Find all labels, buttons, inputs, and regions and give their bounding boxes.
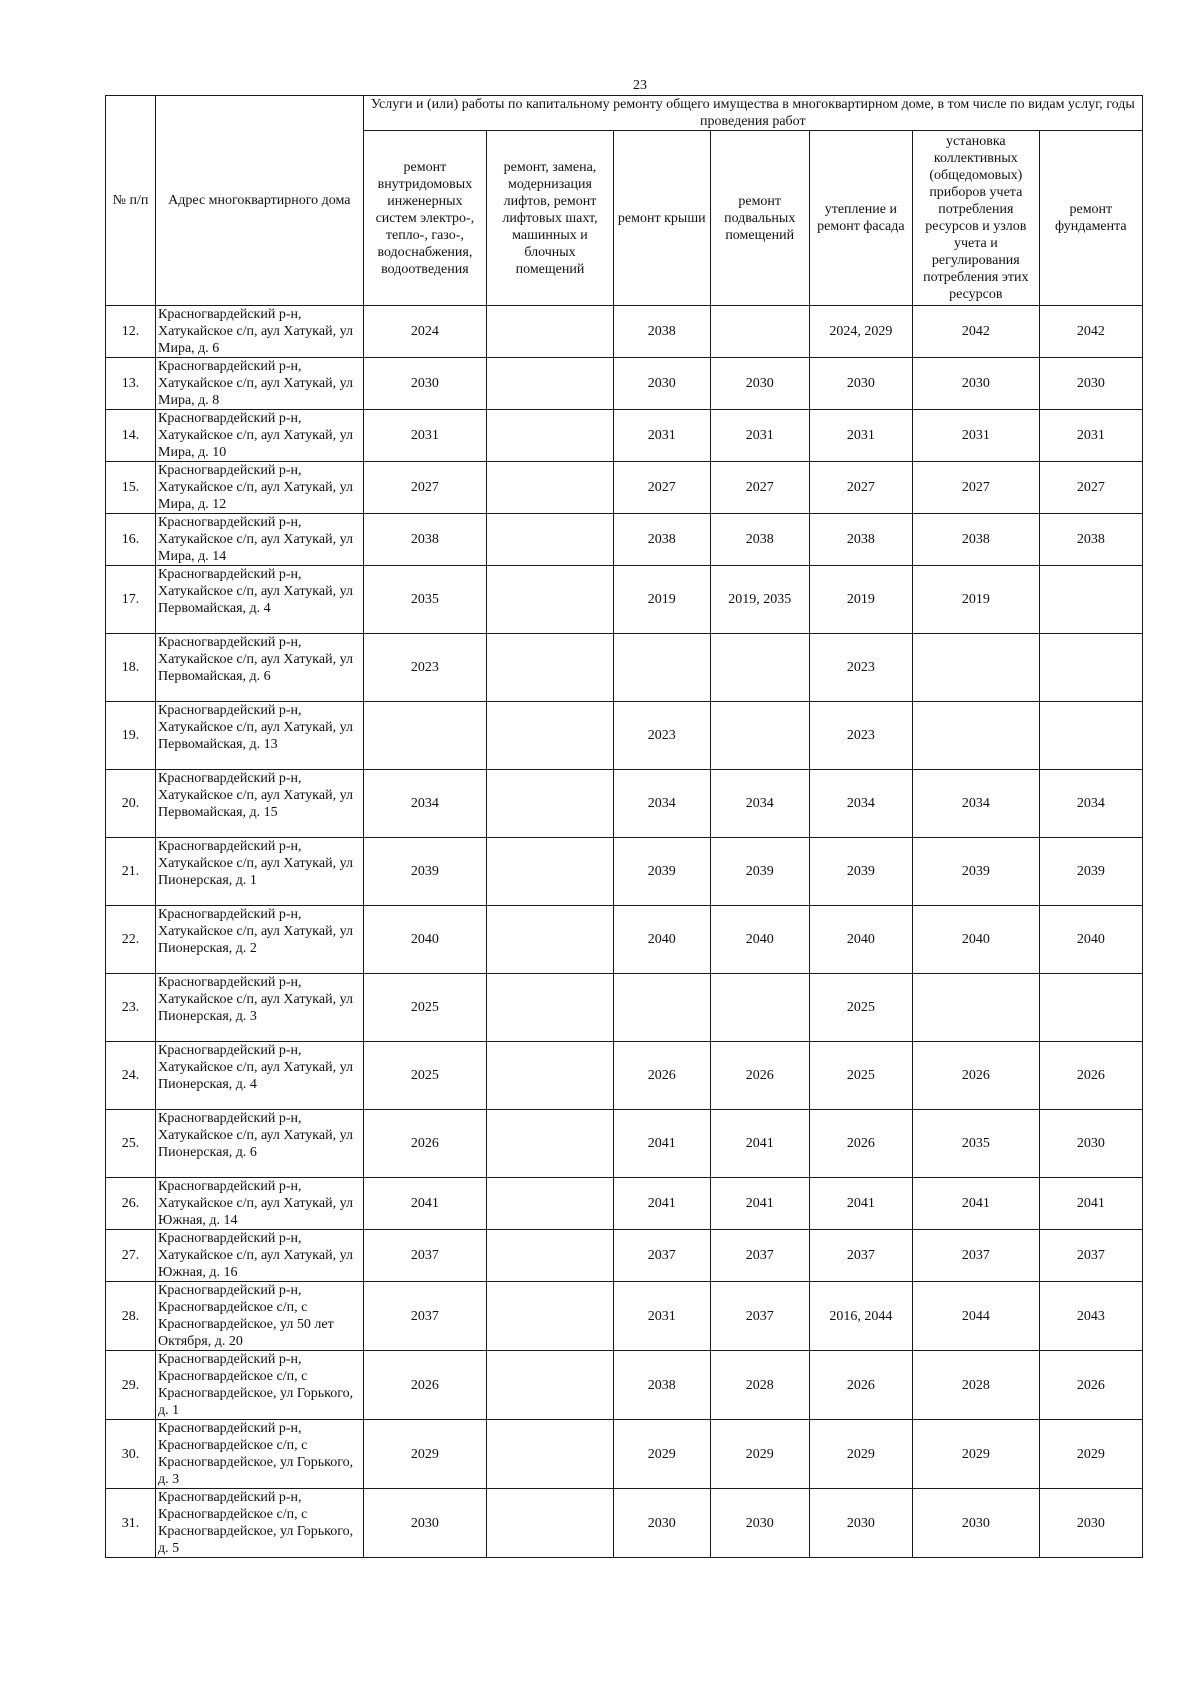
- row-year-cell: 2029: [1039, 1420, 1142, 1489]
- row-number: 27.: [106, 1230, 156, 1282]
- row-year-cell: 2034: [1039, 770, 1142, 838]
- row-year-cell: 2040: [710, 906, 809, 974]
- row-number: 26.: [106, 1178, 156, 1230]
- row-year-cell: [487, 1110, 614, 1178]
- row-year-cell: [487, 358, 614, 410]
- row-year-cell: 2041: [613, 1178, 710, 1230]
- row-year-cell: 2031: [363, 410, 487, 462]
- row-number: 22.: [106, 906, 156, 974]
- row-year-cell: [710, 634, 809, 702]
- row-year-cell: 2031: [809, 410, 912, 462]
- row-year-cell: 2037: [1039, 1230, 1142, 1282]
- row-year-cell: [487, 410, 614, 462]
- header-subcol-engineering: ремонт внутридомовых инженерных систем электро-, тепло-, газо-, водоснабжения, водоотведения: [363, 131, 487, 306]
- row-year-cell: 2037: [710, 1230, 809, 1282]
- row-number: 17.: [106, 566, 156, 634]
- row-year-cell: 2030: [613, 1489, 710, 1558]
- row-address: Красногвардейский р-н, Хатукайское с/п, аул Хатукай, ул Мира, д. 8: [156, 358, 364, 410]
- row-year-cell: 2026: [809, 1351, 912, 1420]
- row-number: 19.: [106, 702, 156, 770]
- row-year-cell: 2026: [363, 1110, 487, 1178]
- row-year-cell: 2042: [912, 306, 1039, 358]
- row-number: 25.: [106, 1110, 156, 1178]
- row-year-cell: [613, 634, 710, 702]
- row-year-cell: 2041: [710, 1110, 809, 1178]
- row-year-cell: 2038: [613, 306, 710, 358]
- table-row: [106, 1489, 1143, 1558]
- row-year-cell: 2043: [1039, 1282, 1142, 1351]
- row-year-cell: 2030: [912, 358, 1039, 410]
- row-year-cell: [487, 306, 614, 358]
- row-year-cell: [710, 306, 809, 358]
- row-year-cell: 2037: [363, 1230, 487, 1282]
- row-year-cell: 2038: [613, 1351, 710, 1420]
- row-year-cell: 2034: [809, 770, 912, 838]
- capital-repair-table: [105, 95, 1143, 1558]
- row-address: Красногвардейский р-н, Хатукайское с/п, аул Хатукай, ул Первомайская, д. 4: [156, 566, 364, 634]
- row-year-cell: [487, 462, 614, 514]
- row-year-cell: [1039, 702, 1142, 770]
- row-year-cell: 2030: [363, 358, 487, 410]
- row-year-cell: 2031: [1039, 410, 1142, 462]
- row-year-cell: 2027: [613, 462, 710, 514]
- row-address: Красногвардейский р-н, Хатукайское с/п, аул Хатукай, ул Мира, д. 12: [156, 462, 364, 514]
- row-year-cell: [487, 1282, 614, 1351]
- row-year-cell: 2034: [363, 770, 487, 838]
- row-year-cell: 2026: [912, 1042, 1039, 1110]
- row-year-cell: [710, 702, 809, 770]
- row-year-cell: 2030: [809, 358, 912, 410]
- row-year-cell: 2041: [1039, 1178, 1142, 1230]
- header-subcol-meters: установка коллективных (общедомовых) приборов учета потребления ресурсов и узлов учета и регулирования потребления этих ресурсов: [912, 131, 1039, 306]
- row-year-cell: 2041: [912, 1178, 1039, 1230]
- table-row: [106, 974, 1143, 1042]
- row-year-cell: 2041: [710, 1178, 809, 1230]
- row-year-cell: 2027: [363, 462, 487, 514]
- row-year-cell: 2037: [912, 1230, 1039, 1282]
- header-subcol-facade: утепление и ремонт фасада: [809, 131, 912, 306]
- row-year-cell: 2034: [912, 770, 1039, 838]
- row-year-cell: 2039: [710, 838, 809, 906]
- row-number: 13.: [106, 358, 156, 410]
- row-year-cell: 2030: [1039, 1110, 1142, 1178]
- row-year-cell: 2025: [363, 974, 487, 1042]
- header-subcol-elevators: ремонт, замена, модернизация лифтов, ремонт лифтовых шахт, машинных и блочных помещений: [487, 131, 614, 306]
- row-year-cell: 2029: [363, 1420, 487, 1489]
- row-address: Красногвардейский р-н, Хатукайское с/п, аул Хатукай, ул Пионерская, д. 1: [156, 838, 364, 906]
- row-year-cell: 2037: [613, 1230, 710, 1282]
- row-year-cell: [487, 514, 614, 566]
- row-number: 24.: [106, 1042, 156, 1110]
- row-number: 23.: [106, 974, 156, 1042]
- header-num: № п/п: [106, 96, 156, 306]
- row-year-cell: 2029: [912, 1420, 1039, 1489]
- row-year-cell: [487, 1042, 614, 1110]
- row-year-cell: 2030: [1039, 1489, 1142, 1558]
- row-year-cell: [613, 974, 710, 1042]
- row-address: Красногвардейский р-н, Хатукайское с/п, аул Хатукай, ул Пионерская, д. 4: [156, 1042, 364, 1110]
- row-year-cell: 2023: [363, 634, 487, 702]
- row-year-cell: 2039: [613, 838, 710, 906]
- row-year-cell: [1039, 566, 1142, 634]
- row-year-cell: 2025: [363, 1042, 487, 1110]
- table-body: [106, 306, 1143, 1558]
- row-year-cell: 2023: [613, 702, 710, 770]
- row-year-cell: [1039, 634, 1142, 702]
- row-year-cell: 2019, 2035: [710, 566, 809, 634]
- row-year-cell: [487, 906, 614, 974]
- header-subcol-basement: ремонт подвальных помещений: [710, 131, 809, 306]
- header-group-title: Услуги и (или) работы по капитальному ремонту общего имущества в многоквартирном доме, в том числе по видам услуг, годы проведения работ: [363, 96, 1142, 131]
- row-year-cell: 2035: [363, 566, 487, 634]
- row-number: 31.: [106, 1489, 156, 1558]
- row-address: Красногвардейский р-н, Красногвардейское с/п, с Красногвардейское, ул Горького, д. 1: [156, 1351, 364, 1420]
- row-year-cell: 2042: [1039, 306, 1142, 358]
- row-year-cell: 2030: [710, 358, 809, 410]
- row-year-cell: 2040: [363, 906, 487, 974]
- row-year-cell: 2038: [912, 514, 1039, 566]
- table-row: [106, 634, 1143, 702]
- row-address: Красногвардейский р-н, Хатукайское с/п, аул Хатукай, ул Первомайская, д. 13: [156, 702, 364, 770]
- row-year-cell: [487, 1351, 614, 1420]
- table-row: [106, 1178, 1143, 1230]
- row-year-cell: 2026: [710, 1042, 809, 1110]
- row-year-cell: [363, 702, 487, 770]
- row-year-cell: 2023: [809, 702, 912, 770]
- row-year-cell: [487, 770, 614, 838]
- table-row: [106, 410, 1143, 462]
- row-year-cell: 2026: [613, 1042, 710, 1110]
- row-year-cell: 2031: [912, 410, 1039, 462]
- row-year-cell: 2026: [1039, 1042, 1142, 1110]
- row-year-cell: [487, 702, 614, 770]
- row-year-cell: 2030: [912, 1489, 1039, 1558]
- row-year-cell: 2030: [710, 1489, 809, 1558]
- row-year-cell: 2035: [912, 1110, 1039, 1178]
- row-year-cell: [1039, 974, 1142, 1042]
- row-year-cell: 2030: [1039, 358, 1142, 410]
- row-year-cell: 2038: [363, 514, 487, 566]
- table-row: [106, 1230, 1143, 1282]
- row-year-cell: [710, 974, 809, 1042]
- row-year-cell: 2041: [809, 1178, 912, 1230]
- row-year-cell: [487, 1178, 614, 1230]
- row-year-cell: [487, 974, 614, 1042]
- row-year-cell: 2038: [613, 514, 710, 566]
- row-number: 15.: [106, 462, 156, 514]
- row-number: 12.: [106, 306, 156, 358]
- row-year-cell: 2016, 2044: [809, 1282, 912, 1351]
- row-year-cell: 2029: [613, 1420, 710, 1489]
- row-year-cell: 2024, 2029: [809, 306, 912, 358]
- row-year-cell: 2026: [1039, 1351, 1142, 1420]
- page-number: 23: [633, 78, 647, 93]
- table-row: [106, 1042, 1143, 1110]
- row-year-cell: [487, 1230, 614, 1282]
- row-year-cell: 2039: [1039, 838, 1142, 906]
- row-year-cell: 2027: [710, 462, 809, 514]
- row-year-cell: 2019: [613, 566, 710, 634]
- row-year-cell: 2031: [710, 410, 809, 462]
- table-row: [106, 702, 1143, 770]
- row-year-cell: 2030: [363, 1489, 487, 1558]
- row-number: 14.: [106, 410, 156, 462]
- table-row: [106, 306, 1143, 358]
- row-year-cell: 2040: [613, 906, 710, 974]
- row-number: 21.: [106, 838, 156, 906]
- row-address: Красногвардейский р-н, Хатукайское с/п, аул Хатукай, ул Первомайская, д. 6: [156, 634, 364, 702]
- row-year-cell: 2031: [613, 1282, 710, 1351]
- row-address: Красногвардейский р-н, Хатукайское с/п, аул Хатукай, ул Пионерская, д. 2: [156, 906, 364, 974]
- row-year-cell: 2037: [809, 1230, 912, 1282]
- row-number: 30.: [106, 1420, 156, 1489]
- row-year-cell: [487, 838, 614, 906]
- row-year-cell: [912, 634, 1039, 702]
- row-year-cell: [487, 634, 614, 702]
- row-number: 16.: [106, 514, 156, 566]
- row-year-cell: 2039: [363, 838, 487, 906]
- table-row: [106, 514, 1143, 566]
- row-year-cell: 2037: [363, 1282, 487, 1351]
- row-year-cell: [487, 1420, 614, 1489]
- row-year-cell: [487, 1489, 614, 1558]
- row-address: Красногвардейский р-н, Хатукайское с/п, аул Хатукай, ул Первомайская, д. 15: [156, 770, 364, 838]
- table-row: [106, 906, 1143, 974]
- row-address: Красногвардейский р-н, Красногвардейское с/п, с Красногвардейское, ул 50 лет Октября, д. 20: [156, 1282, 364, 1351]
- row-address: Красногвардейский р-н, Хатукайское с/п, аул Хатукай, ул Южная, д. 16: [156, 1230, 364, 1282]
- row-year-cell: 2040: [1039, 906, 1142, 974]
- row-year-cell: 2027: [1039, 462, 1142, 514]
- row-number: 29.: [106, 1351, 156, 1420]
- table-row: [106, 770, 1143, 838]
- header-address: Адрес многоквартирного дома: [156, 96, 364, 306]
- row-address: Красногвардейский р-н, Красногвардейское с/п, с Красногвардейское, ул Горького, д. 5: [156, 1489, 364, 1558]
- row-year-cell: 2028: [710, 1351, 809, 1420]
- row-year-cell: 2031: [613, 410, 710, 462]
- row-year-cell: 2024: [363, 306, 487, 358]
- row-year-cell: 2038: [809, 514, 912, 566]
- row-year-cell: [487, 566, 614, 634]
- row-year-cell: 2039: [912, 838, 1039, 906]
- row-address: Красногвардейский р-н, Хатукайское с/п, аул Хатукай, ул Южная, д. 14: [156, 1178, 364, 1230]
- row-address: Красногвардейский р-н, Хатукайское с/п, аул Хатукай, ул Мира, д. 10: [156, 410, 364, 462]
- row-year-cell: 2026: [363, 1351, 487, 1420]
- row-address: Красногвардейский р-н, Хатукайское с/п, аул Хатукай, ул Мира, д. 14: [156, 514, 364, 566]
- row-year-cell: 2034: [613, 770, 710, 838]
- row-number: 28.: [106, 1282, 156, 1351]
- header-subcol-foundation: ремонт фундамента: [1039, 131, 1142, 306]
- row-year-cell: 2030: [613, 358, 710, 410]
- row-year-cell: 2027: [809, 462, 912, 514]
- row-year-cell: 2040: [809, 906, 912, 974]
- table-row: [106, 358, 1143, 410]
- table-row: [106, 1110, 1143, 1178]
- row-number: 18.: [106, 634, 156, 702]
- table-row: [106, 838, 1143, 906]
- row-address: Красногвардейский р-н, Хатукайское с/п, аул Хатукай, ул Пионерская, д. 3: [156, 974, 364, 1042]
- row-address: Красногвардейский р-н, Хатукайское с/п, аул Хатукай, ул Мира, д. 6: [156, 306, 364, 358]
- row-address: Красногвардейский р-н, Красногвардейское с/п, с Красногвардейское, ул Горького, д. 3: [156, 1420, 364, 1489]
- row-year-cell: 2023: [809, 634, 912, 702]
- row-year-cell: 2025: [809, 1042, 912, 1110]
- row-year-cell: 2029: [809, 1420, 912, 1489]
- row-year-cell: 2025: [809, 974, 912, 1042]
- row-year-cell: 2019: [912, 566, 1039, 634]
- row-year-cell: 2040: [912, 906, 1039, 974]
- row-year-cell: 2019: [809, 566, 912, 634]
- row-year-cell: 2044: [912, 1282, 1039, 1351]
- row-year-cell: 2034: [710, 770, 809, 838]
- row-year-cell: 2029: [710, 1420, 809, 1489]
- row-year-cell: 2030: [809, 1489, 912, 1558]
- table-row: [106, 1282, 1143, 1351]
- table-row: [106, 1351, 1143, 1420]
- row-year-cell: 2027: [912, 462, 1039, 514]
- row-year-cell: 2038: [710, 514, 809, 566]
- table-row: [106, 1420, 1143, 1489]
- row-year-cell: 2026: [809, 1110, 912, 1178]
- row-year-cell: 2041: [613, 1110, 710, 1178]
- row-year-cell: [912, 974, 1039, 1042]
- row-address: Красногвардейский р-н, Хатукайское с/п, аул Хатукай, ул Пионерская, д. 6: [156, 1110, 364, 1178]
- row-year-cell: 2028: [912, 1351, 1039, 1420]
- row-number: 20.: [106, 770, 156, 838]
- row-year-cell: 2038: [1039, 514, 1142, 566]
- row-year-cell: 2039: [809, 838, 912, 906]
- header-subcol-roof: ремонт крыши: [613, 131, 710, 306]
- row-year-cell: 2037: [710, 1282, 809, 1351]
- row-year-cell: 2041: [363, 1178, 487, 1230]
- table-row: [106, 566, 1143, 634]
- table-row: [106, 462, 1143, 514]
- row-year-cell: [912, 702, 1039, 770]
